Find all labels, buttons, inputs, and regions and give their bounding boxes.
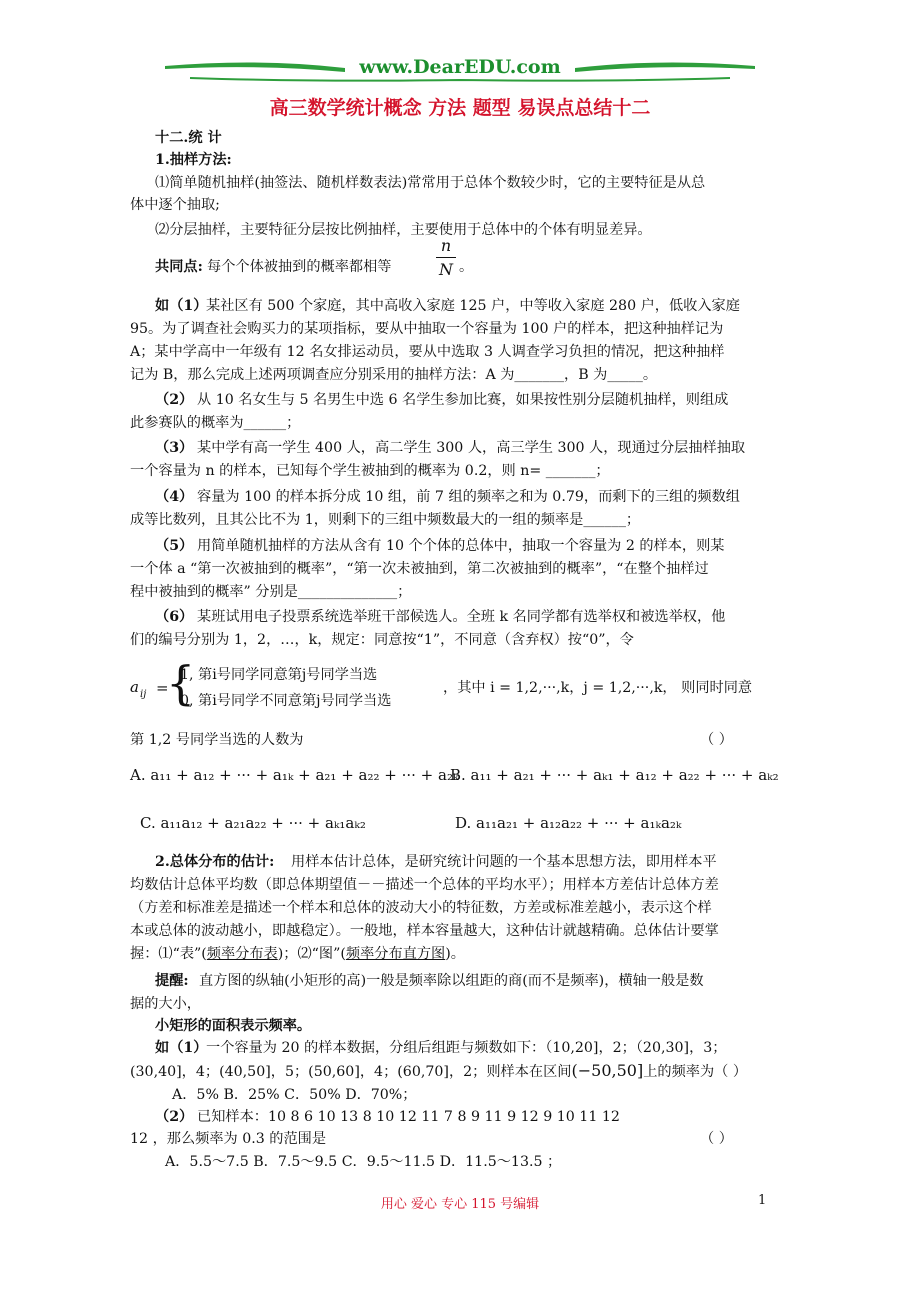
site-banner [160,56,760,86]
text-line: （方差和标准差是描述一个样本和总体的波动大小的特征数，方差或标准差越小，表示这个样 [130,900,712,916]
text-line: 体中逐个抽取; [130,197,220,213]
example-label: 如（1） [155,1040,208,1056]
text-line: 本或总体的波动越小，即越稳定）。一般地，样本容量越大，这种估计就越精确。总体估计要掌 [130,923,719,939]
text-line-bold: 小矩形的面积表示频率。 [155,1018,312,1034]
page-title: 高三数学统计概念 方法 题型 易误点总结十二 [269,97,651,119]
page-number: 1 [758,1193,767,1208]
options-line: A．5% B．25% C．50% D．70%； [172,1087,417,1103]
text-line: 第 1,2 号同学当选的人数为 [130,732,304,748]
text-line: 一个体 a “第一次被抽到的概率”，“第一次未被抽到，第二次被抽到的概率”，“在整个抽样过 [130,561,709,577]
link-frequency-table: 频率分布表 [206,946,278,962]
example-label: （5） [155,538,194,554]
text-line: 一个容量为 20 的样本数据，分组后组距与频数如下：（10,20]，2；（20,30]，3； [206,1040,727,1056]
text-line: 某社区有 500 个家庭，其中高收入家庭 125 户，中等收入家庭 280 户，低收入家庭 [206,298,740,314]
common-point-label: 共同点: [155,259,203,275]
text-line: A；某中学高中一年级有 12 名女排运动员，要从中选取 3 人调查学习负担的情况，把这种抽样 [130,344,725,360]
text-line: 此参赛队的概率为______； [130,415,301,431]
text-line: ⑴简单随机抽样(抽签法、随机样数表法)常常用于总体个数较少时，它的主要特征是从总 [155,175,706,191]
subsection-sampling: 1.抽样方法: [155,152,232,168]
text-line: 用简单随机抽样的方法从含有 10 个个体的总体中，抽取一个容量为 2 的样本，则某 [197,538,725,554]
interval: (−50,50] [571,1061,644,1080]
text-line: 。 [459,259,474,275]
text-line: 每个个体被抽到的概率都相等 [207,259,392,275]
text-line: 握：⑴“表”(频率分布表)；⑵“图”(频率分布直方图)。 [130,946,465,962]
math-a: a [130,678,139,696]
text-line: 均数估计总体平均数（即总体期望值－－描述一个总体的平均水平）；用样本方差估计总体方差 [130,877,719,893]
text-line: 某班试用电子投票系统选举班干部候选人。全班 k 名同学都有选举权和被选举权，他 [197,609,726,625]
text-line: 95。为了调查社会购买力的某项指标，要从中抽取一个容量为 100 户的样本，把这种抽样记为 [130,321,724,337]
footer-text: 用心 爱心 专心 115 号编辑 [380,1197,540,1212]
text-line: ⑵分层抽样，主要特征分层按比例抽样，主要使用于总体中的个体有明显差异。 [155,222,652,238]
text-line: 程中被抽到的概率” 分别是______________； [130,584,412,600]
fraction-n-over-N: n N [436,236,456,279]
text-line: 记为 B，那么完成上述两项调查应分别采用的抽样方法：A 为_______，B 为_____。 [130,367,658,383]
case-one: 1, 第i号同学同意第j号同学当选 [180,667,378,683]
text-line: ，其中 i = 1,2,···,k，j = 1,2,···,k， 则同时同意 [443,680,753,696]
example-label: （4） [155,489,194,505]
reminder-label: 提醒: [155,973,189,989]
text-line: 们的编号分别为 1，2，…，k，规定：同意按“1”，不同意（含弃权）按“0”，令 [130,632,634,648]
math-equals: = [156,679,169,697]
option-b: B. a₁₁ + a₂₁ + ··· + aₖ₁ + a₁₂ + a₂₂ + ··· + aₖ₂ [450,766,779,784]
text-line: 12 ，那么频率为 0.3 的范围是 [130,1131,327,1147]
example-label: 如（1） [155,298,208,314]
text-line: 容量为 100 的样本拆分成 10 组，前 7 组的频率之和为 0.79，而剩下的三组的频数组 [197,489,740,505]
options-line: A．5.5～7.5 B．7.5～9.5 C．9.5～11.5 D．11.5～13.5 ； [165,1154,562,1170]
answer-bracket: （ ） [700,1131,733,1147]
text-line: (30,40]，4；(40,50]，5；(50,60]，4；(60,70]，2；则样本在区间(−50,50]上的频率为（ ） [130,1061,748,1080]
text-line: 成等比数列，且其公比不为 1，则剩下的三组中频数最大的一组的频率是______； [130,512,641,528]
case-zero: 0, 第i号同学不同意第j号同学当选 [180,693,392,709]
site-logo: www.DearEDU.com [359,56,561,78]
link-frequency-histogram: 频率分布直方图 [345,946,446,962]
option-d: D. a₁₁a₂₁ + a₁₂a₂₂ + ··· + a₁ₖa₂ₖ [455,814,682,832]
text-line: 直方图的纵轴(小矩形的高)一般是频率除以组距的商(而不是频率)，横轴一般是数 [199,973,704,989]
text-line: 从 10 名女生与 5 名男生中选 6 名学生参加比赛，如果按性别分层随机抽样，则组成 [197,392,729,408]
option-a: A. a₁₁ + a₁₂ + ··· + a₁ₖ + a₂₁ + a₂₂ + ··· + a₂ₖ [130,766,459,784]
text-line: 一个容量为 n 的样本，已知每个学生被抽到的概率为 0.2，则 n= _______； [130,463,610,479]
math-subscript: ij [140,689,147,700]
example-label: （2） [155,1109,194,1125]
example-label: （6） [155,609,194,625]
text-line: 已知样本：10 8 6 10 13 8 10 12 11 7 8 9 11 9 12 9 10 11 12 [197,1109,620,1125]
subsection-distribution: 2.总体分布的估计: [155,854,275,870]
section-heading: 十二.统 计 [155,130,222,146]
example-label: （3） [155,440,194,456]
answer-bracket: （ ） [700,732,733,748]
text-line: 某中学有高一学生 400 人，高二学生 300 人，高三学生 300 人，现通过分层抽样抽取 [197,440,746,456]
text-line: 据的大小， [130,996,201,1012]
option-c: C. a₁₁a₁₂ + a₂₁a₂₂ + ··· + aₖ₁aₖ₂ [140,814,366,832]
text-line: 用样本估计总体，是研究统计问题的一个基本思想方法，即用样本平 [291,854,717,870]
brace-icon: { [166,656,196,710]
example-label: （2） [155,392,194,408]
